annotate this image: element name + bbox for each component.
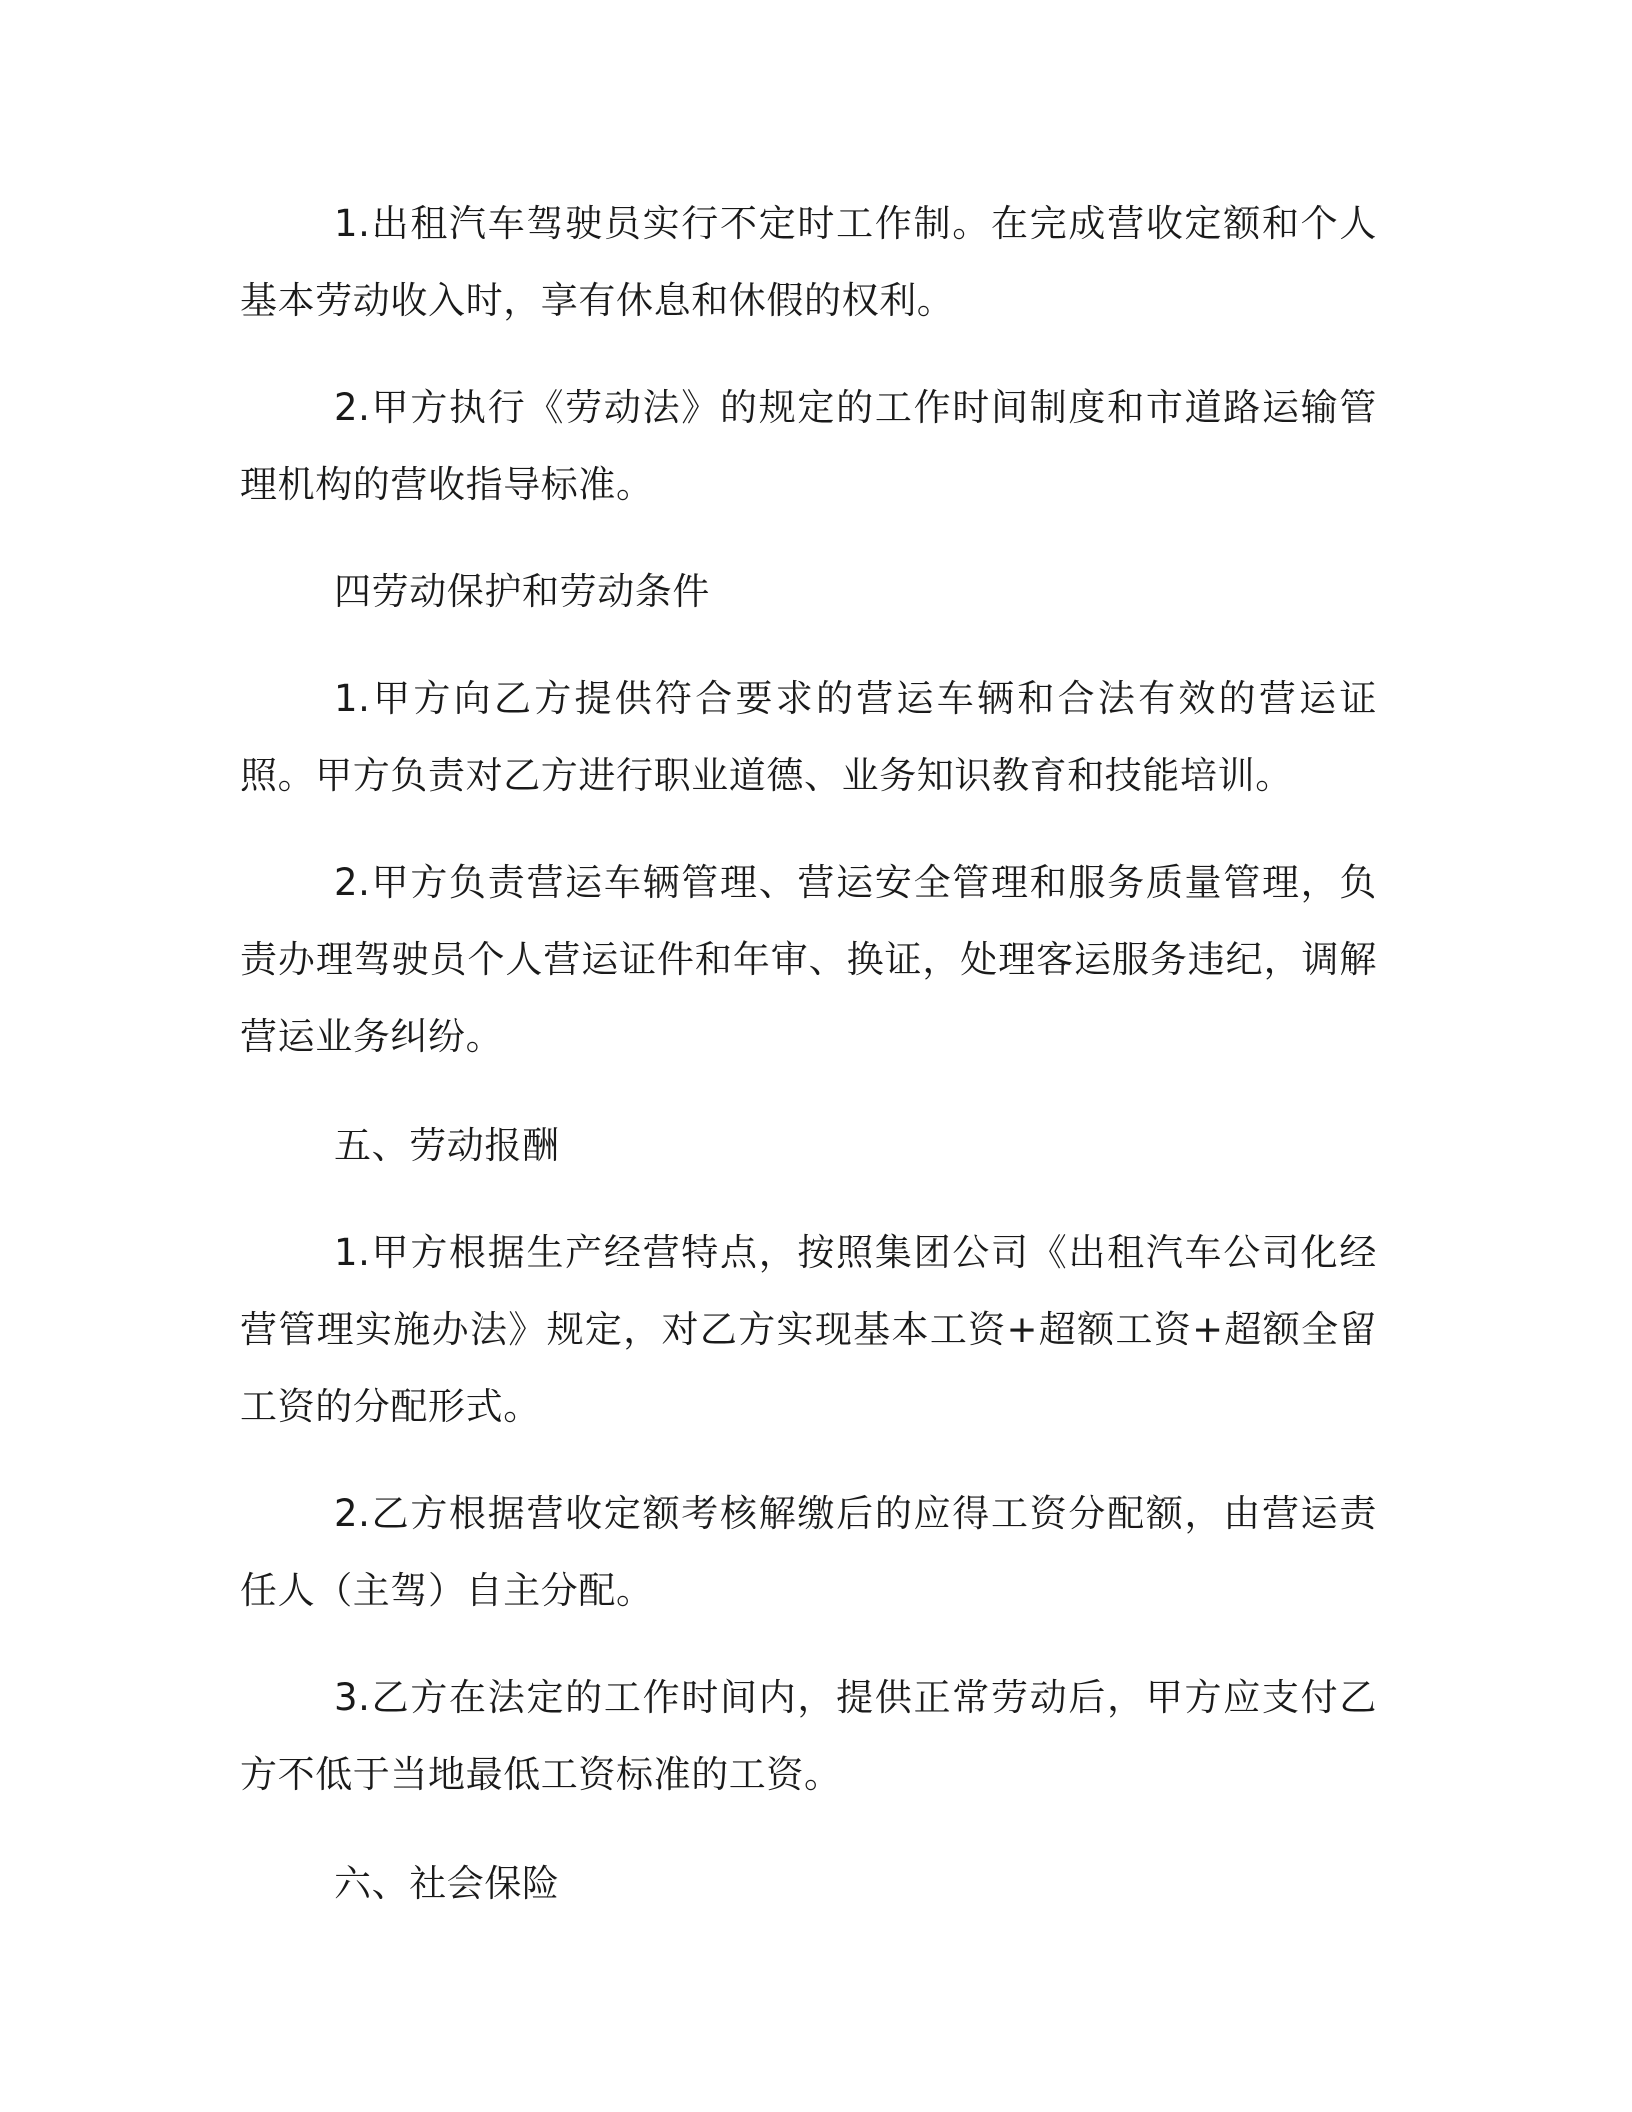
paragraph-management-duties: 2.甲方负责营运车辆管理、营运安全管理和服务质量管理，负责办理驾驶员个人营运证件和年审、换证，处理客运服务违纪，调解营运业务纠纷。 [240, 861, 1377, 1058]
paragraph-minimum-wage: 3.乙方在法定的工作时间内，提供正常劳动后，甲方应支付乙方不低于当地最低工资标准的工资。 [240, 1676, 1377, 1796]
paragraph-labor-law: 2.甲方执行《劳动法》的规定的工作时间制度和市道路运输管理机构的营收指导标准。 [240, 386, 1377, 506]
section-heading-labor-protection: 四劳动保护和劳动条件 [334, 570, 710, 613]
paragraph-wage-structure: 1.甲方根据生产经营特点，按照集团公司《出租汽车公司化经营管理实施办法》规定，对乙方实现基本工资+超额工资+超额全留工资的分配形式。 [240, 1231, 1377, 1428]
section-heading-social-insurance: 六、社会保险 [334, 1862, 560, 1905]
paragraph-wage-distribution: 2.乙方根据营收定额考核解缴后的应得工资分配额，由营运责任人（主驾）自主分配。 [240, 1492, 1377, 1612]
paragraph-vehicles-training: 1.甲方向乙方提供符合要求的营运车辆和合法有效的营运证照。甲方负责对乙方进行职业道德、业务知识教育和技能培训。 [240, 677, 1377, 797]
section-heading-remuneration: 五、劳动报酬 [334, 1124, 560, 1167]
paragraph-work-hours: 1.出租汽车驾驶员实行不定时工作制。在完成营收定额和个人基本劳动收入时，享有休息和休假的权利。 [240, 202, 1377, 322]
